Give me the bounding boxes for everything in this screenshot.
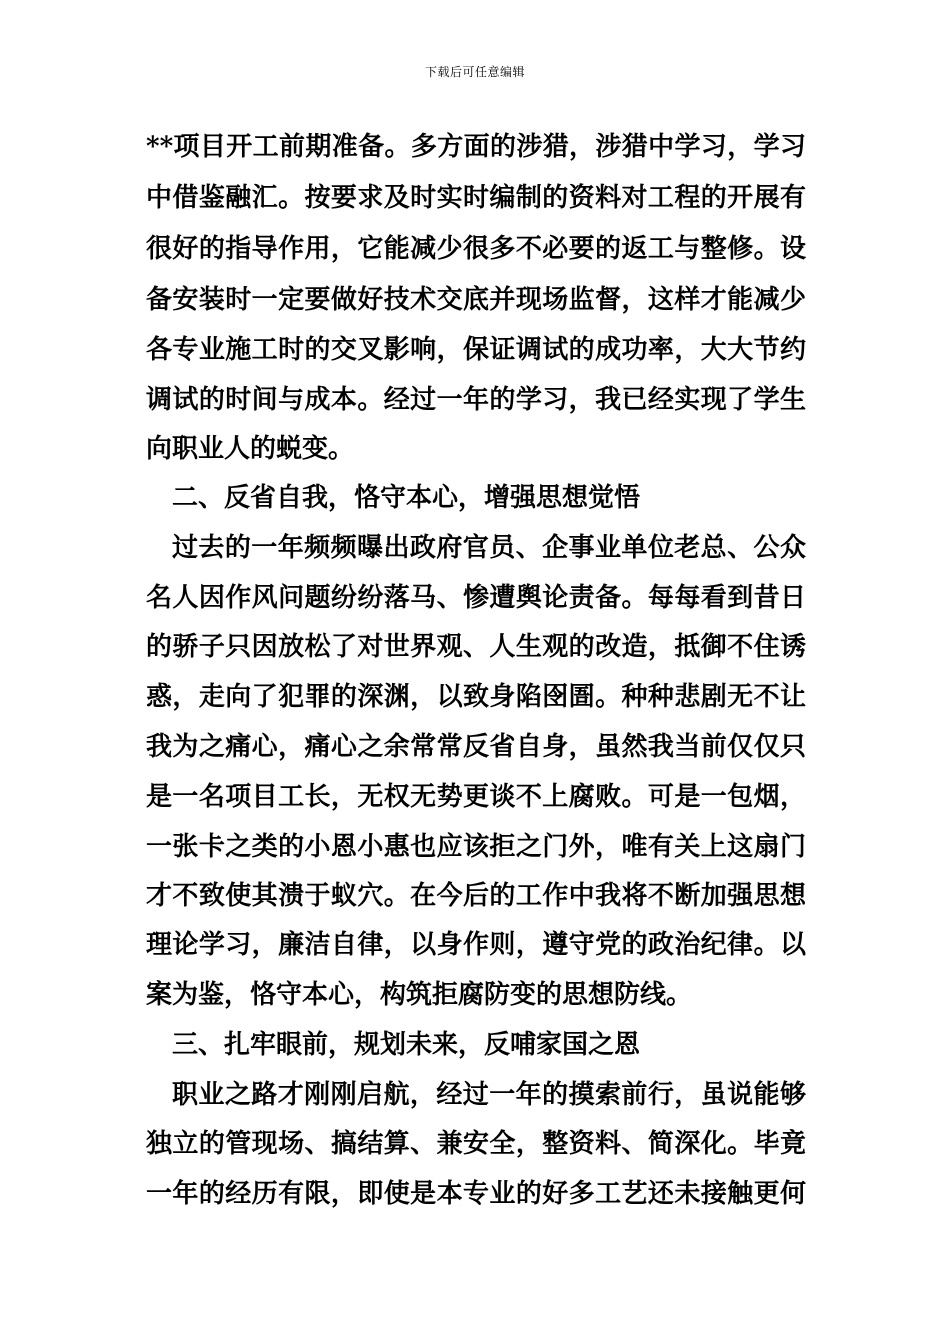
body-line: 的骄子只因放松了对世界观、人生观的改造，抵御不住诱	[146, 632, 806, 662]
body-line: 很好的指导作用，它能减少很多不必要的返工与整修。设	[146, 234, 806, 264]
body-line: 是一名项目工长，无权无势更谈不上腐败。可是一包烟，	[146, 782, 806, 812]
body-line: 我为之痛心，痛心之余常常反省自身，虽然我当前仅仅只	[146, 732, 806, 762]
body-line: 一年的经历有限，即使是本专业的好多工艺还未接触更何	[146, 1179, 806, 1209]
body-line: 一张卡之类的小恩小惠也应该拒之门外，唯有关上这扇门	[146, 832, 806, 862]
body-line: 备安装时一定要做好技术交底并现场监督，这样才能减少	[146, 285, 806, 315]
page-header: 下载后可任意编辑	[424, 65, 525, 79]
body-line: 才不致使其溃于蚁穴。在今后的工作中我将不断加强思想	[146, 881, 806, 911]
body-line: 名人因作风问题纷纷落马、惨遭舆论责备。每每看到昔日	[146, 583, 806, 613]
body-line: 过去的一年频频曝出政府官员、企事业单位老总、公众	[172, 533, 806, 563]
body-line: 中借鉴融汇。按要求及时实时编制的资料对工程的开展有	[146, 183, 806, 213]
body-line: 独立的管现场、搞结算、兼安全，整资料、简深化。毕竟	[146, 1129, 806, 1159]
body-line: **项目开工前期准备。多方面的涉猎，涉猎中学习，学习	[146, 132, 806, 162]
section-heading: 三、扎牢眼前，规划未来，反哺家国之恩	[172, 1030, 641, 1060]
body-line: 向职业人的蜕变。	[146, 434, 355, 464]
body-line: 案为鉴，恪守本心，构筑拒腐防变的思想防线。	[146, 980, 693, 1010]
body-line: 职业之路才刚刚启航，经过一年的摸索前行，虽说能够	[172, 1080, 806, 1110]
body-line: 各专业施工时的交叉影响，保证调试的成功率，大大节约	[146, 335, 806, 365]
body-line: 理论学习，廉洁自律，以身作则，遵守党的政治纪律。以	[146, 930, 806, 960]
section-heading: 二、反省自我，恪守本心，增强思想觉悟	[172, 483, 641, 513]
body-line: 惑，走向了犯罪的深渊，以致身陷囹圄。种种悲剧无不让	[146, 682, 806, 712]
body-line: 调试的时间与成本。经过一年的学习，我已经实现了学生	[146, 385, 806, 415]
